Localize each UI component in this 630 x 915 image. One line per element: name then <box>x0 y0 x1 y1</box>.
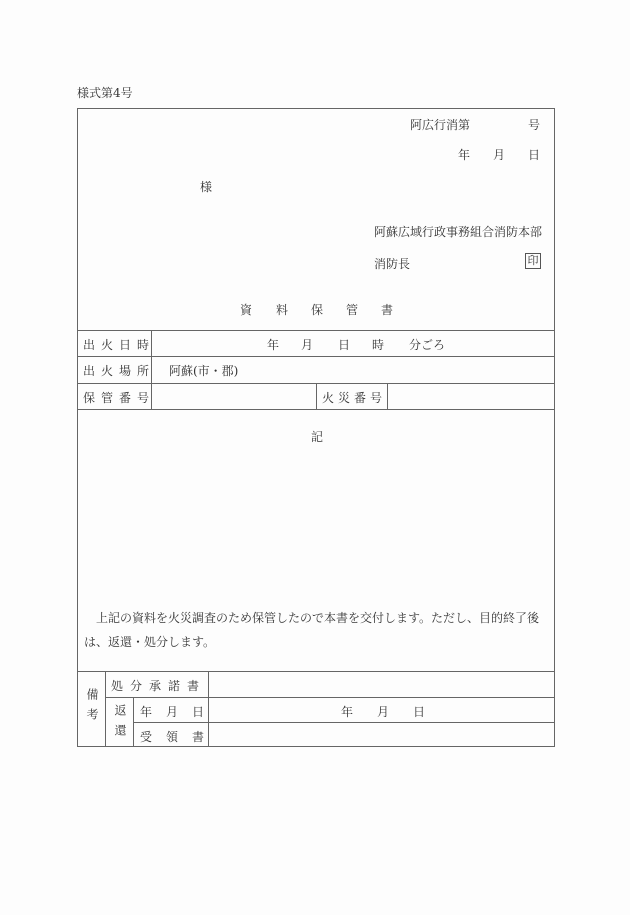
disposal-consent-label: 処分承諾書 <box>111 679 207 693</box>
receipt-field[interactable] <box>209 723 554 746</box>
divider <box>133 697 134 747</box>
title-char-4: 管 <box>346 303 359 317</box>
receipt-label-1: 受 <box>140 730 153 744</box>
storage-number-field[interactable] <box>152 384 315 409</box>
issuer-org: 阿蘇広域行政事務組合消防本部 <box>374 225 543 239</box>
fire-minute: 分ごろ <box>409 338 446 352</box>
divider <box>105 697 133 698</box>
receipt-label-2: 領 <box>166 730 179 744</box>
date-month: 月 <box>493 148 506 162</box>
disposal-consent-field[interactable] <box>209 672 554 696</box>
title-char-3: 保 <box>311 303 324 317</box>
remarks-label: 備考 <box>85 688 99 728</box>
record-heading: 記 <box>311 430 324 444</box>
fire-location-value: 阿蘇(市・郡) <box>169 364 239 378</box>
return-date-field[interactable] <box>209 698 554 721</box>
title-char-1: 資 <box>240 303 253 317</box>
issuer-title: 消防長 <box>374 257 411 271</box>
doc-number-suffix: 号 <box>528 118 541 132</box>
date-day: 日 <box>528 148 541 162</box>
fire-location-field[interactable] <box>152 357 554 382</box>
return-month: 月 <box>377 705 390 719</box>
return-date-label-month: 月 <box>166 705 179 719</box>
return-label: 返還 <box>113 704 127 744</box>
fire-year: 年 <box>267 338 280 352</box>
addressee-suffix: 様 <box>200 180 213 194</box>
fire-number-field[interactable] <box>388 384 554 409</box>
receipt-label-3: 書 <box>192 730 205 744</box>
doc-number-prefix: 阿広行消第 <box>410 118 471 132</box>
title-char-2: 料 <box>276 303 289 317</box>
record-content-area[interactable] <box>78 445 554 605</box>
fire-datetime-label: 出火日時 <box>83 338 156 352</box>
fire-hour: 時 <box>372 338 385 352</box>
fire-day: 日 <box>338 338 351 352</box>
divider <box>316 383 317 409</box>
storage-number-label: 保管番号 <box>83 391 156 405</box>
fire-month: 月 <box>301 338 314 352</box>
date-year: 年 <box>458 148 471 162</box>
statement-line-2: は、返還・処分します。 <box>84 635 216 649</box>
return-day: 日 <box>413 705 426 719</box>
seal-mark: 印 <box>525 253 541 269</box>
return-year: 年 <box>341 705 354 719</box>
fire-number-label: 火災番号 <box>322 391 387 405</box>
divider <box>105 671 106 747</box>
form-number: 様式第4号 <box>77 86 133 100</box>
fire-location-label: 出火場所 <box>83 364 156 378</box>
return-date-label-year: 年 <box>140 705 153 719</box>
statement-line-1: 上記の資料を火災調査のため保管したので本書を交付します。ただし、目的終了後 <box>96 611 540 625</box>
record-statement <box>84 606 549 654</box>
fire-datetime-field[interactable] <box>152 331 554 356</box>
return-date-label-day: 日 <box>192 705 205 719</box>
title-char-5: 書 <box>381 303 394 317</box>
divider <box>77 409 555 410</box>
